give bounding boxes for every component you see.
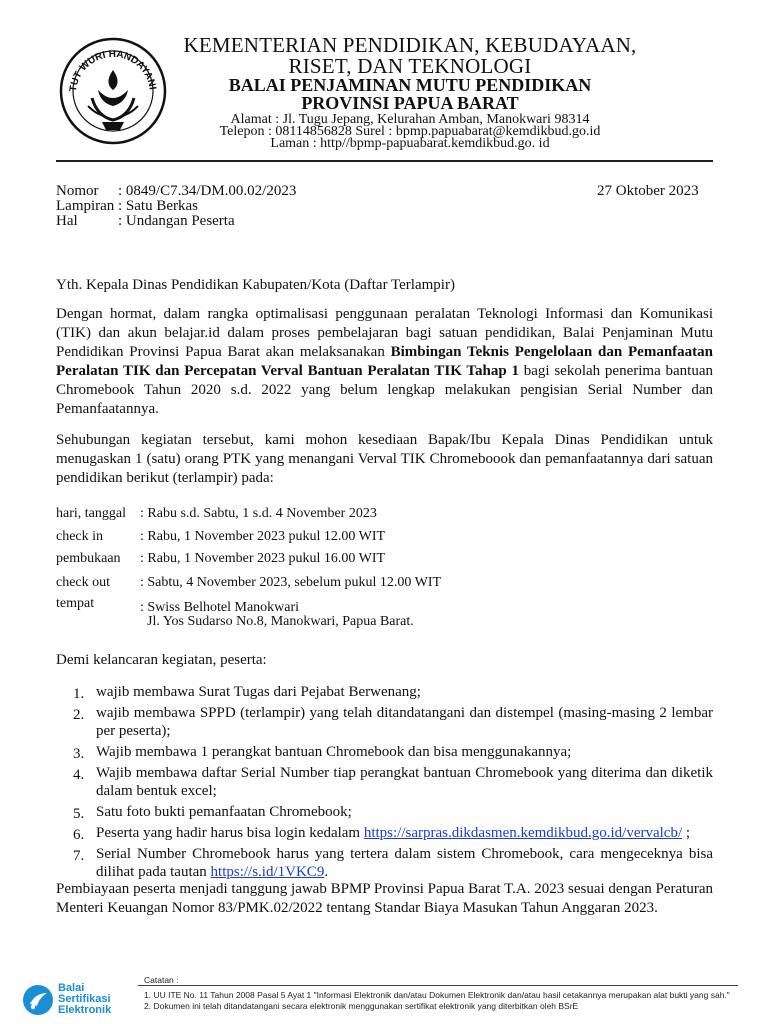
- paragraph-intro: [56, 305, 713, 419]
- list-item: [56, 824, 713, 842]
- lampiran-row: [56, 198, 198, 214]
- schedule-key: hari, tanggal: [56, 506, 126, 521]
- schedule-value: : Rabu, 1 November 2023 pukul 12.00 WIT: [140, 529, 386, 544]
- vervalcb-link[interactable]: https://sarpras.dikdasmen.kemdikbud.go.id/vervalcb/: [363, 825, 683, 841]
- schedule-key: check out: [56, 575, 111, 590]
- schedule-value: : Rabu, 1 November 2023 pukul 16.00 WIT: [140, 551, 386, 566]
- list-text: Wajib membawa 1 perangkat bantuan Chromebook dan bisa menggunakannya;: [96, 744, 572, 760]
- nomor-value: : 0849/C7.34/DM.00.02/2023: [118, 183, 297, 199]
- list-intro: Demi kelancaran kegiatan, peserta:: [56, 652, 267, 668]
- list-text: Peserta yang hadir harus bisa login kedalam: [96, 825, 364, 841]
- list-item: [56, 803, 713, 821]
- letter-date: 27 Oktober 2023: [597, 183, 699, 199]
- list-item: [56, 743, 713, 761]
- lampiran-value: : Satu Berkas: [118, 198, 198, 214]
- list-number: 5.: [73, 806, 85, 822]
- bsre-emblem-icon: [22, 984, 54, 1016]
- schedule-value-address: Jl. Yos Sudarso No.8, Manokwari, Papua Barat.: [147, 614, 414, 629]
- footer-catatan: Catatan :: [144, 975, 179, 985]
- ministry-name-line1: KEMENTERIAN PENDIDIKAN, KEBUDAYAAN,: [183, 33, 637, 57]
- list-text: wajib membawa Surat Tugas dari Pejabat Berwenang;: [96, 684, 421, 700]
- bsre-line3: Elektronik: [58, 1004, 112, 1016]
- agency-name-line2: PROVINSI PAPUA BARAT: [301, 93, 519, 113]
- bsre-line2: Sertifikasi: [58, 993, 111, 1005]
- hal-label: Hal: [56, 213, 78, 229]
- closing-paragraph: Pembiayaan peserta menjadi tanggung jawab BPMP Provinsi Papua Barat T.A. 2023 sesuai dengan Peraturan Menteri Keuangan Nomor 83/PMK.02/2022 tentang Standar Biaya Masukan Tahun Anggaran 2023.: [56, 881, 713, 916]
- nomor-row: [56, 183, 296, 199]
- list-item: [56, 704, 713, 740]
- tut-wuri-handayani-logo: [58, 36, 168, 146]
- schedule-row: [56, 596, 713, 632]
- list-number: 4.: [73, 767, 85, 783]
- list-number: 7.: [73, 848, 85, 864]
- agency-name-line1: BALAI PENJAMINAN MUTU PENDIDIKAN: [228, 75, 592, 95]
- ministry-name-line2: RISET, DAN TEKNOLOGI: [288, 54, 532, 78]
- list-item: [56, 764, 713, 800]
- paragraph-intro-part2: bagi sekolah penerima bantuan Chromebook Tahun 2020 s.d. 2022 yang belum lengkap melakukan pengisian Serial Number dan Pemanfaatannya.: [56, 363, 713, 417]
- footer-divider: [138, 985, 738, 986]
- schedule-row: [56, 551, 713, 571]
- lampiran-label: Lampiran: [56, 198, 115, 214]
- svg-text:TUT WURI HANDAYANI: TUT WURI HANDAYANI: [68, 48, 158, 93]
- schedule-row: [56, 506, 713, 526]
- header-address: Alamat : Jl. Tugu Jepang, Kelurahan Amban, Manokwari 98314: [230, 112, 590, 127]
- bsre-logo: [22, 980, 132, 1018]
- paragraph-intro-part1: Dengan hormat, dalam rangka optimalisasi penggunaan peralatan Teknologi Informasi dan Komunikasi (TIK) dan akun belajar.id dalam proses pembelajaran bagi satuan pendidikan, Balai Penjaminan Mutu Pendidikan Provinsi Papua Barat akan melaksanakan: [56, 306, 713, 360]
- list-text-after: .: [324, 864, 329, 880]
- paragraph-request: Sehubungan kegiatan tersebut, kami mohon kesediaan Bapak/Ibu Kepala Dinas Pendidikan untuk menugaskan 1 (satu) orang PTK yang menangani Verval TIK Chromeboook dan pemanfaatannya dari satuan pendidikan berikut (terlampir) pada:: [56, 432, 713, 486]
- list-number: 1.: [73, 686, 85, 702]
- recipient-line: Yth. Kepala Dinas Pendidikan Kabupaten/Kota (Daftar Terlampir): [56, 277, 455, 293]
- header-divider: [56, 160, 713, 162]
- footer-note2: 2. Dokumen ini telah ditandatangani secara elektronik menggunakan sertifikat elektronik yang diterbitkan oleh BSrE: [144, 1001, 579, 1011]
- nomor-label: Nomor: [56, 183, 99, 199]
- list-number: 3.: [73, 746, 85, 762]
- schedule-value: : Sabtu, 4 November 2023, sebelum pukul 12.00 WIT: [140, 575, 442, 590]
- schedule-key: check in: [56, 529, 104, 544]
- hal-row: [56, 213, 235, 229]
- header-website: Laman : http//bpmp-papuabarat.kemdikbud.go. id: [270, 136, 550, 151]
- footer-note1: 1. UU ITE No. 11 Tahun 2008 Pasal 5 Ayat 1 "Informasi Elektronik dan/atau Dokumen Elektronik dan/atau hasil cetakannya merupakan alat bukti yang sah.": [144, 990, 730, 1000]
- list-text: wajib membawa SPPD (terlampir) yang telah ditandatangani dan distempel (masing-masing 2 lembar per peserta);: [96, 705, 713, 739]
- schedule-value: : Rabu s.d. Sabtu, 1 s.d. 4 November 2023: [140, 506, 377, 521]
- schedule-key: tempat: [56, 596, 95, 611]
- schedule-key: pembukaan: [56, 551, 121, 566]
- bsre-line1: Balai: [58, 982, 85, 994]
- list-text-after: ;: [682, 825, 691, 841]
- schedule-value: : Swiss Belhotel Manokwari: [140, 600, 300, 615]
- list-number: 2.: [73, 707, 85, 723]
- requirements-list: [56, 683, 713, 881]
- list-item: [56, 845, 713, 881]
- list-number: 6.: [73, 827, 85, 843]
- tutorial-link[interactable]: https://s.id/1VKC9: [210, 864, 325, 880]
- schedule-row: [56, 529, 713, 549]
- header-contact: Telepon : 08114856828 Surel : bpmp.papuabarat@kemdikbud.go.id: [219, 124, 601, 139]
- schedule-row: [56, 575, 713, 595]
- list-text: Wajib membawa daftar Serial Number tiap perangkat bantuan Chromebook yang diterima dan diketik dalam bentuk excel;: [96, 765, 713, 799]
- list-text: Satu foto bukti pemanfaatan Chromebook;: [96, 804, 352, 820]
- list-text: Serial Number Chromebook harus yang tertera dalam sistem Chromebook, cara mengeceknya bisa dilihat pada tautan: [96, 846, 713, 880]
- hal-value: : Undangan Peserta: [118, 213, 235, 229]
- list-item: [56, 683, 713, 701]
- event-title: Bimbingan Teknis Pengelolaan dan Pemanfaatan Peralatan TIK dan Percepatan Verval Bantuan Peralatan TIK Tahap 1: [56, 344, 713, 379]
